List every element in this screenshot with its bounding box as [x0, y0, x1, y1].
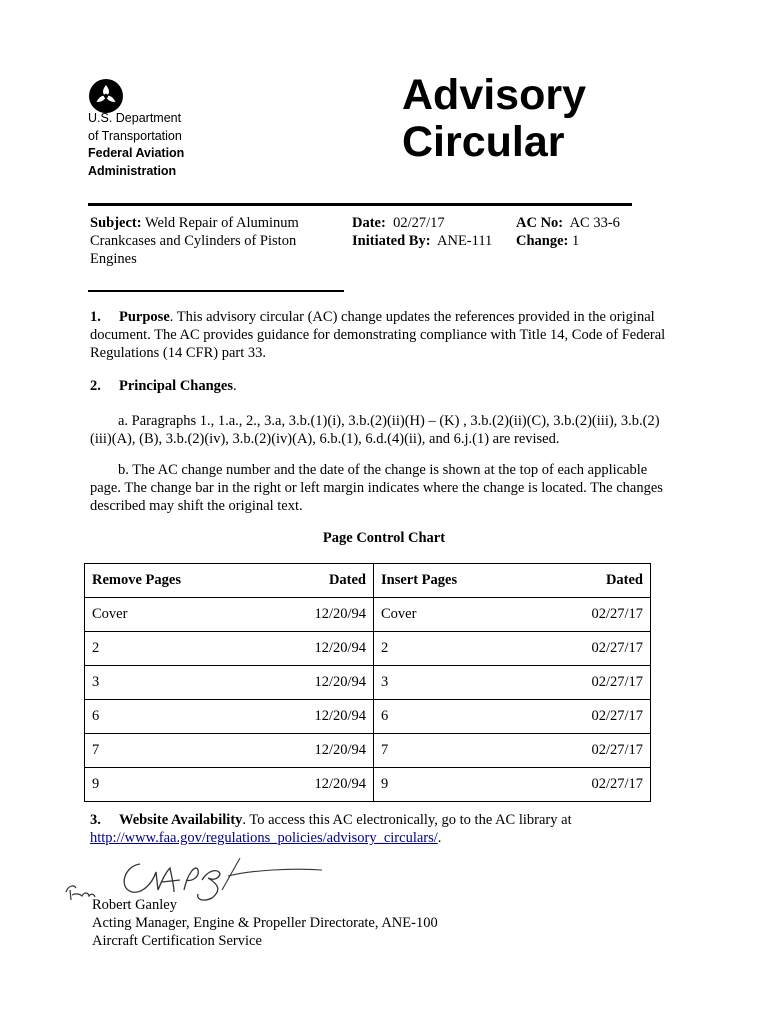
- section-2-text: .: [233, 378, 237, 394]
- section-3-number: 3.: [90, 812, 101, 828]
- remove-date: 12/20/94: [289, 598, 374, 632]
- col-insert-pages: Insert Pages: [374, 564, 529, 598]
- subject-text: Weld Repair of Aluminum Crankcases and Cylinders of Piston Engines: [90, 215, 299, 267]
- insert-page: 2: [374, 632, 529, 666]
- section-1-heading: Purpose: [119, 309, 170, 325]
- insert-page: 7: [374, 734, 529, 768]
- date-value: 02/27/17: [393, 215, 445, 231]
- remove-page: 7: [85, 734, 290, 768]
- agency-line-4: Administration: [88, 163, 177, 178]
- insert-date: 02/27/17: [528, 700, 651, 734]
- change-label: Change:: [516, 233, 569, 249]
- subject-block: [90, 214, 345, 268]
- remove-page: 3: [85, 666, 290, 700]
- signature-block: [92, 896, 438, 950]
- date-block: [352, 214, 492, 250]
- insert-page: Cover: [374, 598, 529, 632]
- remove-page: 2: [85, 632, 290, 666]
- signer-title: Acting Manager, Engine & Propeller Directorate, ANE-100: [92, 915, 438, 931]
- agency-line-2: of Transportation: [88, 128, 182, 143]
- col-remove-pages: Remove Pages: [85, 564, 290, 598]
- section-2a: a. Paragraphs 1., 1.a., 2., 3.a, 3.b.(1)(i), 3.b.(2)(ii)(H) – (K) , 3.b.(2)(ii)(C), 3.b.(2)(iii), 3.b.(2)(iii)(A), (B), 3.b.(2)(iv), 3.b.(2)(iv)(A), 6.b.(1), 6.d.(4)(ii), and 6.j.(1) are revised.: [90, 413, 660, 447]
- table-row: [85, 632, 651, 666]
- table-row: [85, 700, 651, 734]
- remove-page: 9: [85, 768, 290, 802]
- section-1-text: . This advisory circular (AC) change updates the references provided in the original document. The AC provides guidance for demonstrating compliance with Title 14, Code of Federal Regulations (14 CFR) part 33.: [90, 309, 666, 361]
- acno-label: AC No:: [516, 215, 564, 231]
- remove-page: 6: [85, 700, 290, 734]
- document-title: [402, 72, 586, 166]
- table-row: [85, 768, 651, 802]
- date-label: Date:: [352, 215, 386, 231]
- remove-date: 12/20/94: [289, 734, 374, 768]
- section-principal-changes: [90, 377, 680, 395]
- remove-date: 12/20/94: [289, 700, 374, 734]
- section-3-end: .: [437, 830, 442, 846]
- insert-page: 9: [374, 768, 529, 802]
- insert-date: 02/27/17: [528, 598, 651, 632]
- section-purpose: [90, 308, 680, 362]
- remove-page: Cover: [85, 598, 290, 632]
- col-insert-dated: Dated: [528, 564, 651, 598]
- header-divider: [88, 203, 632, 206]
- title-line-1: Advisory: [402, 71, 587, 119]
- remove-date: 12/20/94: [289, 632, 374, 666]
- section-website: [90, 811, 680, 847]
- insert-date: 02/27/17: [528, 666, 651, 700]
- table-row: [85, 734, 651, 768]
- section-2-number: 2.: [90, 378, 101, 394]
- section-2-heading: Principal Changes: [119, 378, 233, 394]
- agency-line-1: U.S. Department: [88, 111, 182, 125]
- section-2b: b. The AC change number and the date of the change is shown at the top of each applicable page. The change bar in the right or left margin indicates where the change is located. The changes described may shift the original text.: [90, 462, 663, 514]
- signer-service: Aircraft Certification Service: [92, 933, 262, 949]
- remove-date: 12/20/94: [289, 666, 374, 700]
- insert-page: 6: [374, 700, 529, 734]
- table-header-row: [85, 564, 651, 598]
- subject-divider: [88, 290, 344, 292]
- agency-block: [88, 110, 184, 180]
- section-3-text: . To access this AC electronically, go to the AC library at: [242, 812, 572, 828]
- acno-value: AC 33-6: [569, 215, 620, 231]
- agency-line-3: Federal Aviation: [88, 146, 185, 160]
- table-row: [85, 666, 651, 700]
- initiated-value: ANE-111: [437, 233, 493, 249]
- insert-date: 02/27/17: [528, 734, 651, 768]
- initiated-label: Initiated By:: [352, 233, 431, 249]
- ac-number-block: [516, 214, 620, 250]
- title-line-2: Circular: [402, 118, 565, 166]
- dot-logo-icon: [88, 78, 124, 114]
- change-value: 1: [572, 233, 580, 249]
- ac-library-link[interactable]: http://www.faa.gov/regulations_policies/advisory_circulars/: [90, 830, 438, 846]
- insert-date: 02/27/17: [528, 632, 651, 666]
- signer-name: Robert Ganley: [92, 897, 177, 913]
- insert-page: 3: [374, 666, 529, 700]
- table-row: [85, 598, 651, 632]
- page-control-chart: [84, 563, 651, 802]
- col-remove-dated: Dated: [289, 564, 374, 598]
- page-control-chart-title: Page Control Chart: [322, 530, 446, 546]
- insert-date: 02/27/17: [528, 768, 651, 802]
- subject-label: Subject:: [90, 215, 142, 231]
- section-3-heading: Website Availability: [119, 812, 243, 828]
- section-1-number: 1.: [90, 309, 101, 325]
- remove-date: 12/20/94: [289, 768, 374, 802]
